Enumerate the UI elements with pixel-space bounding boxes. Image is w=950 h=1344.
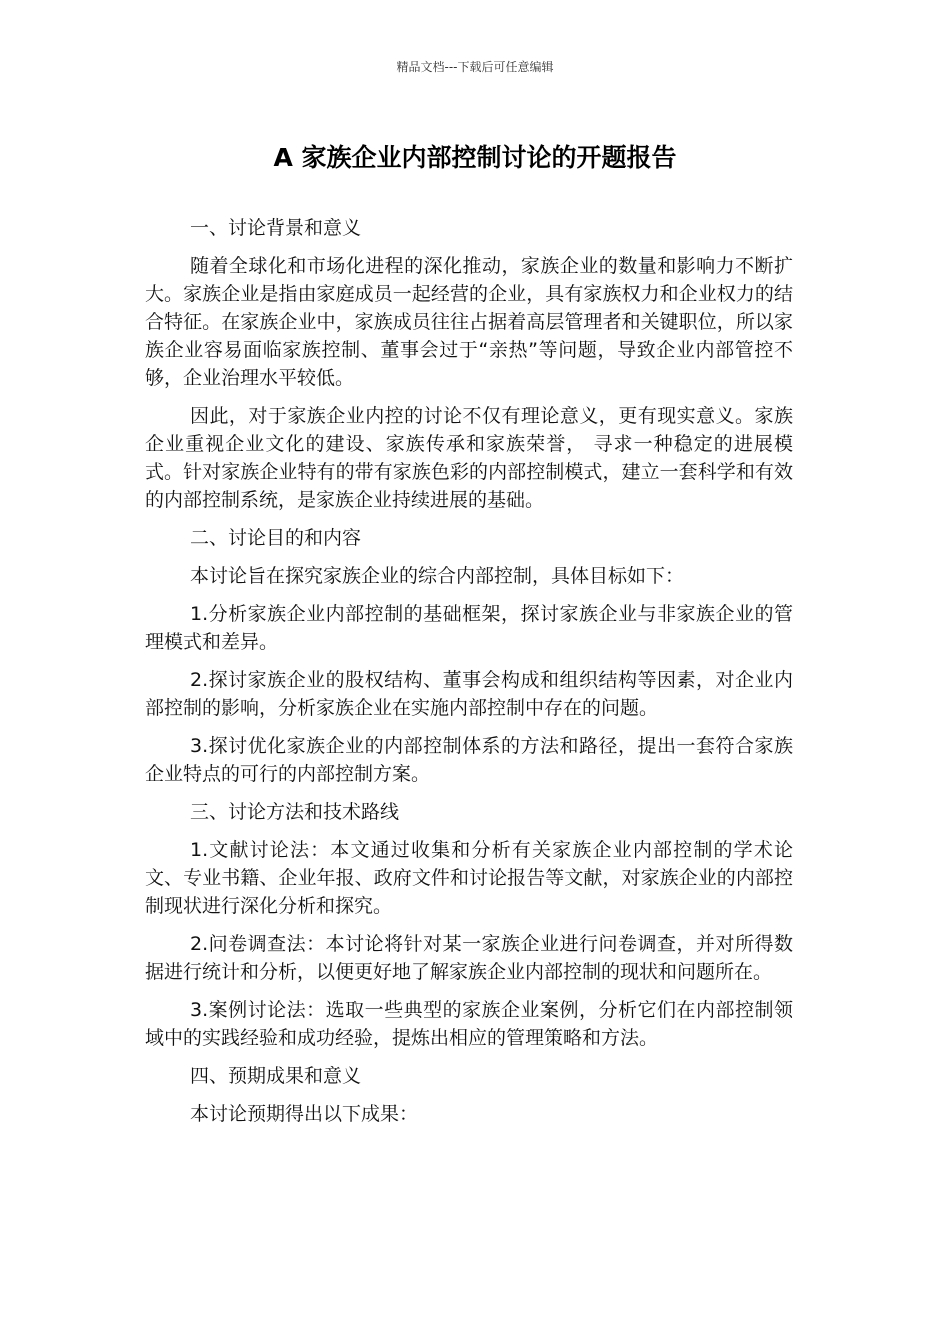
header-note: 精品文档---下载后可任意编辑 bbox=[396, 60, 554, 74]
list-item-method-2: 2.问卷调查法：本讨论将针对某一家族企业进行问卷调查，并对所得数据进行统计和分析，以便更好地了解家族企业内部控制的现状和问题所在。 bbox=[145, 933, 793, 983]
paragraph-significance: 因此，对于家族企业内控的讨论不仅有理论意义，更有现实意义。家族企业重视企业文化的建设、家族传承和家族荣誉， 寻求一种稳定的进展模式。针对家族企业特有的带有家族色彩的内部控制模式，建立一套科学和有效的内部控制系统，是家族企业持续进展的基础。 bbox=[145, 405, 793, 511]
paragraph-background: 随着全球化和市场化进程的深化推动，家族企业的数量和影响力不断扩大。家族企业是指由家庭成员一起经营的企业，具有家族权力和企业权力的结合特征。在家族企业中，家族成员往往占据着高层管理者和关键职位，所以家族企业容易面临家族控制、董事会过于“亲热”等问题，导致企业内部管控不够，企业治理水平较低。 bbox=[145, 255, 793, 389]
list-item-method-3: 3.案例讨论法：选取一些典型的家族企业案例，分析它们在内部控制领域中的实践经验和成功经验，提炼出相应的管理策略和方法。 bbox=[145, 999, 793, 1049]
document-title: A 家族企业内部控制讨论的开题报告 bbox=[273, 143, 677, 172]
section-heading-outcomes: 四、预期成果和意义 bbox=[190, 1065, 362, 1087]
list-item-objective-2: 2.探讨家族企业的股权结构、董事会构成和组织结构等因素，对企业内部控制的影响，分析家族企业在实施内部控制中存在的问题。 bbox=[145, 669, 793, 719]
list-item-objective-3: 3.探讨优化家族企业的内部控制体系的方法和路径，提出一套符合家族企业特点的可行的内部控制方案。 bbox=[145, 735, 793, 785]
list-item-objective-1: 1.分析家族企业内部控制的基础框架，探讨家族企业与非家族企业的管理模式和差异。 bbox=[145, 603, 793, 653]
section-heading-methods: 三、讨论方法和技术路线 bbox=[190, 801, 400, 823]
section-heading-background: 一、讨论背景和意义 bbox=[190, 217, 362, 239]
section-heading-objectives: 二、讨论目的和内容 bbox=[190, 527, 362, 549]
paragraph-objectives-intro: 本讨论旨在探究家族企业的综合内部控制，具体目标如下： bbox=[190, 565, 685, 587]
document-body bbox=[145, 214, 793, 1138]
paragraph-outcomes-intro: 本讨论预期得出以下成果： bbox=[190, 1103, 419, 1125]
list-item-method-1: 1.文献讨论法：本文通过收集和分析有关家族企业内部控制的学术论文、专业书籍、企业年报、政府文件和讨论报告等文献，对家族企业的内部控制现状进行深化分析和探究。 bbox=[145, 839, 793, 917]
